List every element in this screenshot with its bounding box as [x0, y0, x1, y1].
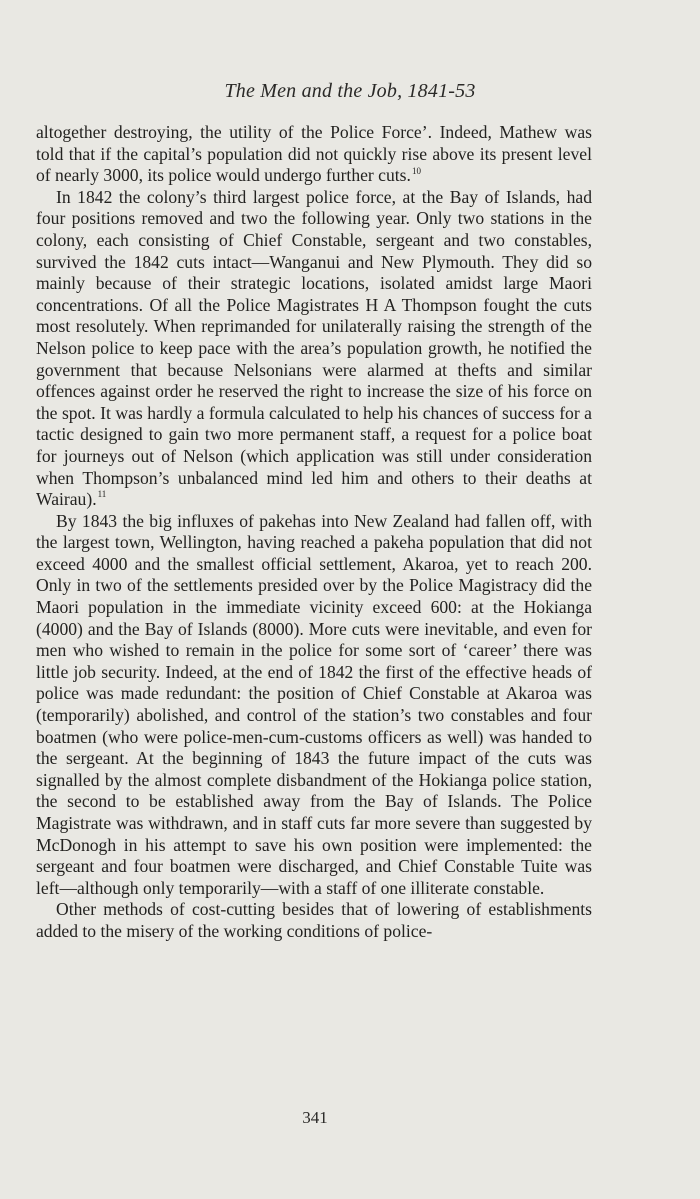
paragraph-3-text: By 1843 the big influxes of pakehas into New Zealand had fallen off, with the largest town, Wellington, having reached a pakeha population that did not exceed 4000 and the smallest official settlement, Akaroa, yet to reach 200. Only in two of the settlements presided over by the Police Magistracy did the Maori population in the immediate vicinity exceed 600: at the Hokianga (4000) and the Bay of Islands (8000). More cuts were inevitable, and even for men who wished to remain in the police for some sort of ‘career’ there was little job security. Indeed, at the end of 1842 the first of the effective heads of police was made redundant: the position of Chief Constable at Akaroa was (temporarily) abolished, and control of the station’s two constables and four boatmen (who were police-men-cum-customs officers as well) was handed to the sergeant. At the beginning of 1843 the future impact of the cuts was signalled by the almost complete disbandment of the Hokianga police station, the second to be established away from the Bay of Islands. The Police Magistrate was withdrawn, and in staff cuts far more severe than suggested by McDonogh in his attempt to save his own position were implemented: the sergeant and four boatmen were discharged, and Chief Constable Tuite was left—although only temporarily—with a staff of one illiterate constable. — [36, 510, 592, 898]
body-text — [36, 122, 592, 943]
paragraph-4 — [36, 899, 592, 942]
running-head: The Men and the Job, 1841-53 — [224, 80, 476, 102]
paragraph-1 — [36, 122, 592, 187]
paragraph-4-text: Other methods of cost-cutting besides that of lowering of establishments added to the misery of the working conditions of police- — [36, 899, 592, 941]
paragraph-3 — [36, 511, 592, 900]
footnote-marker: 10 — [411, 165, 421, 176]
paragraph-2 — [36, 187, 592, 511]
page-number: 341 — [302, 1108, 328, 1127]
footnote-marker: 11 — [97, 489, 107, 500]
paragraph-2-text: In 1842 the colony’s third largest police force, at the Bay of Islands, had four positions removed and two the following year. Only two stations in the colony, each consisting of Chief Constable, sergeant and two constables, survived the 1842 cuts intact—Wanganui and New Plymouth. They did so mainly because of their strategic locations, isolated amidst large Maori concentrations. Of all the Police Magistrates H A Thompson fought the cuts most resolutely. When reprimanded for unilaterally raising the strength of the Nelson police to keep pace with the area’s population growth, he notified the government that because Nelsonians were alarmed at thefts and similar offences against order he reserved the right to increase the size of his force on the spot. It was hardly a formula calculated to help his chances of success for a tactic designed to gain two more permanent staff, a request for a police boat for journeys out of Nelson (which application was still under consideration when Thompson’s unbalanced mind led him and others to their deaths at Wairau). — [36, 186, 592, 510]
paragraph-1-text: altogether destroying, the utility of the Police Force’. Indeed, Mathew was told that if the capital’s population did not quickly rise above its present level of nearly 3000, its police would undergo further cuts. — [36, 122, 592, 186]
